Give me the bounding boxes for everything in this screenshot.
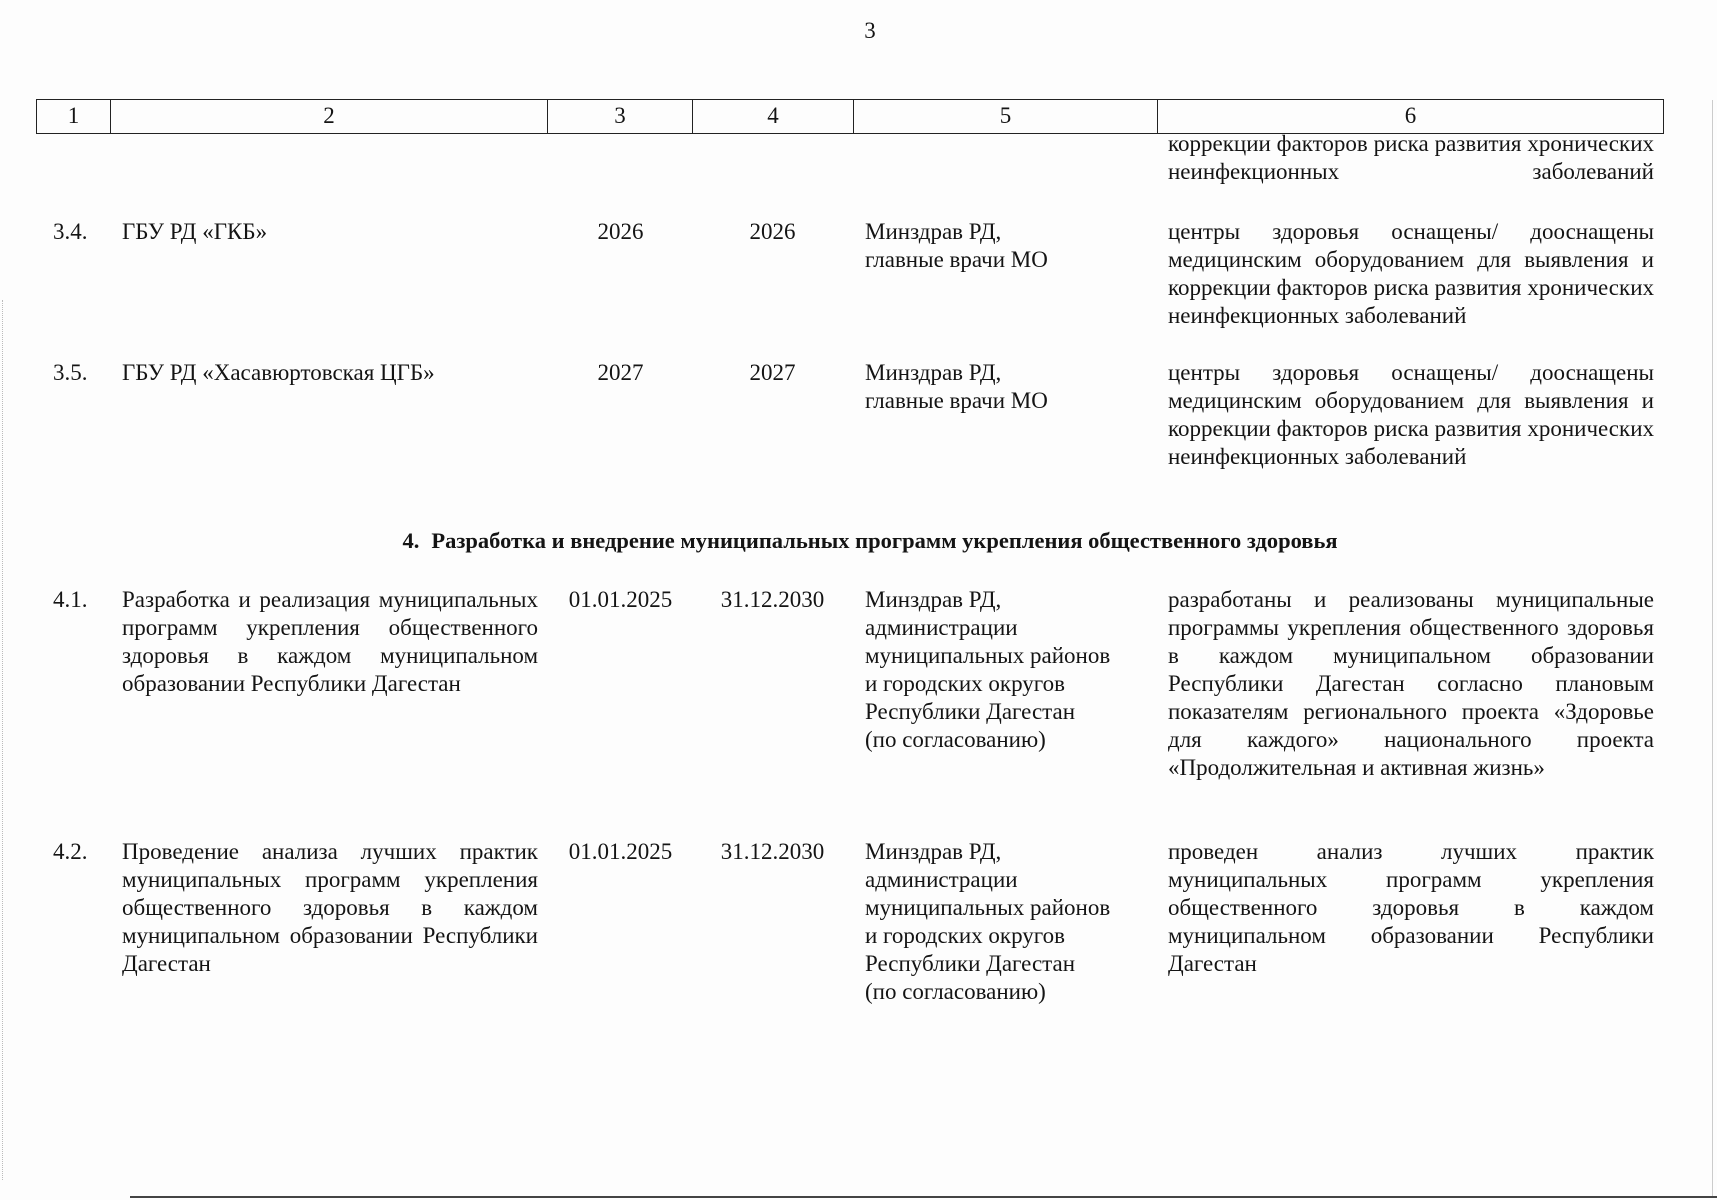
header-col-6: 6 <box>1404 103 1417 128</box>
row-name: ГБУ РД «Хасавюртовская ЦГБ» <box>122 360 435 385</box>
scan-edge-bottom <box>130 1196 1717 1198</box>
row-start-date: 01.01.2025 <box>568 587 673 612</box>
row-number: 3.5. <box>53 360 88 385</box>
row-number: 4.1. <box>53 587 88 612</box>
section-number: 4. <box>402 528 420 553</box>
header-col-5: 5 <box>854 100 1158 133</box>
continuation-result-text: коррекции факторов риска развития хронических неинфекционных заболеваний <box>1168 131 1654 184</box>
row-start-date: 2026 <box>597 219 644 244</box>
header-col-2: 2 <box>111 100 548 133</box>
section-title: Разработка и внедрение муниципальных программ укрепления общественного здоровья <box>431 528 1338 553</box>
header-col-1: 1 <box>37 100 111 133</box>
page-number: 3 <box>864 18 876 43</box>
row-responsible: Минздрав РД, администрации муниципальных районов и городских округов Республики Дагестан (по согласованию) <box>865 587 1111 752</box>
row-result: центры здоровья оснащены/ дооснащены медицинским оборудованием для выявления и коррекции факторов риска развития хронических неинфекционных заболеваний <box>1168 219 1654 328</box>
row-result: проведен анализ лучших практик муниципальных программ укрепления общественного здоровья в каждом муниципальном образовании Республики Дагестан <box>1168 839 1654 976</box>
row-result: разработаны и реализованы муниципальные программы укрепления общественного здоровья в каждом муниципальном образовании Республики Дагестан согласно плановым показателям регионального проекта «Здоровье для каждого» национального проекта «Продолжительная и активная жизнь» <box>1168 587 1654 780</box>
scan-edge-left <box>2 300 3 1180</box>
row-responsible: Минздрав РД, администрации муниципальных районов и городских округов Республики Дагестан (по согласованию) <box>865 839 1111 1004</box>
section-heading <box>0 527 1717 555</box>
row-name: ГБУ РД «ГКБ» <box>122 219 268 244</box>
header-col-3: 3 <box>548 100 693 133</box>
scan-edge-right <box>1712 100 1713 1196</box>
row-start-date: 2027 <box>597 360 644 385</box>
header-col-4: 4 <box>693 100 854 133</box>
row-start-date: 01.01.2025 <box>568 839 673 864</box>
row-responsible: Минздрав РД, главные врачи МО <box>865 219 1048 272</box>
row-result: центры здоровья оснащены/ дооснащены медицинским оборудованием для выявления и коррекции факторов риска развития хронических неинфекционных заболеваний <box>1168 360 1654 469</box>
row-name: Проведение анализа лучших практик муниципальных программ укрепления общественного здоровья в каждом муниципальном образовании Республики Дагестан <box>122 839 538 976</box>
row-name: Разработка и реализация муниципальных программ укрепления общественного здоровья в каждом муниципальном образовании Республики Дагестан <box>122 587 538 696</box>
row-number: 3.4. <box>53 219 88 244</box>
row-responsible: Минздрав РД, главные врачи МО <box>865 360 1048 413</box>
table-header-row <box>36 99 1664 134</box>
row-end-date: 31.12.2030 <box>720 839 825 864</box>
row-end-date: 2026 <box>749 219 796 244</box>
row-number: 4.2. <box>53 839 88 864</box>
row-end-date: 2027 <box>749 360 796 385</box>
row-end-date: 31.12.2030 <box>720 587 825 612</box>
